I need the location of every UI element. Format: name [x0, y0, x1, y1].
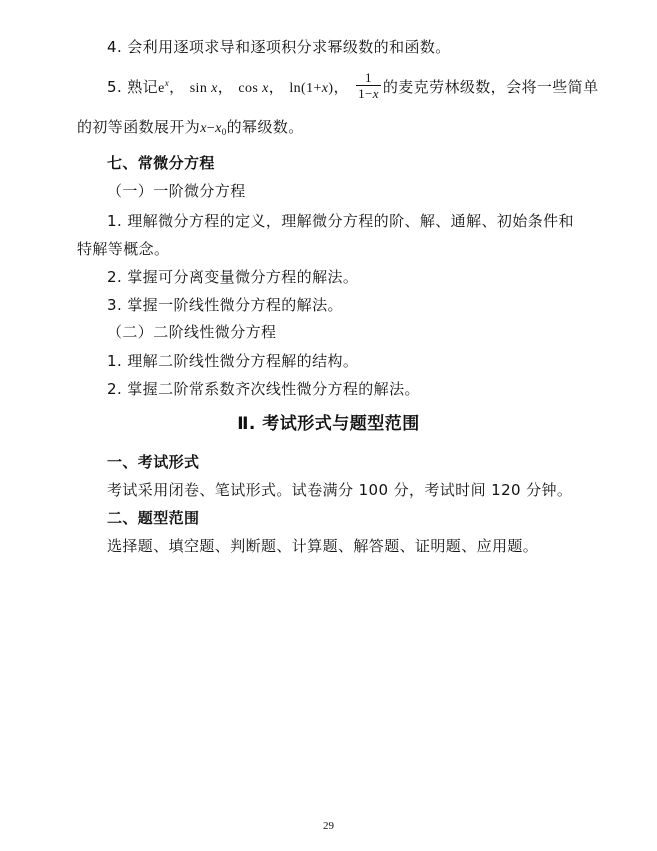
- fraction-denominator: [356, 86, 381, 101]
- exam-form-heading: 一、考试形式: [107, 453, 200, 471]
- ln-term: [289, 81, 333, 96]
- x-minus-x0: [200, 121, 226, 136]
- fraction-term: [356, 70, 381, 101]
- ln-var: x: [321, 81, 329, 96]
- cos-term: [238, 81, 268, 96]
- sin-var: x: [211, 81, 218, 96]
- sin-func: sin: [189, 81, 208, 96]
- var-x: x: [200, 121, 207, 136]
- sub2-item-2: 2. 掌握二阶常系数齐次线性微分方程的解法。: [107, 380, 420, 398]
- item-4: 4. 会利用逐项求导和逐项积分求幂级数的和函数。: [107, 38, 451, 56]
- cos-func: cos: [238, 81, 259, 96]
- sub1-item-3: 3. 掌握一阶线性微分方程的解法。: [107, 296, 343, 314]
- subsection-1-heading: （一）一阶微分方程: [107, 182, 246, 200]
- var-x0: x: [215, 121, 222, 136]
- item-5: [107, 72, 598, 103]
- separator: ，: [268, 78, 285, 96]
- fraction-numerator: 1: [356, 70, 381, 86]
- separator: ，: [333, 78, 349, 96]
- ln-close: ): [328, 81, 334, 96]
- sin-term: [190, 81, 218, 96]
- exp-base: e: [158, 81, 165, 96]
- item-5-cont-suffix: 的幂级数。: [226, 118, 304, 136]
- item-5-cont-prefix: 的初等函数展开为: [77, 118, 201, 136]
- exp-term: [158, 78, 170, 96]
- separator: ，: [169, 78, 185, 96]
- fraction-denominator-text: 1−: [358, 86, 373, 101]
- exam-form-text: 考试采用闭卷、笔试形式。试卷满分 100 分，考试时间 120 分钟。: [107, 481, 573, 499]
- fraction-denominator-var: x: [372, 86, 379, 101]
- part-2-heading: Ⅱ. 考试形式与题型范围: [237, 414, 420, 434]
- subscript-zero: 0: [221, 127, 227, 137]
- page-number: 29: [323, 820, 334, 832]
- cos-var: x: [262, 81, 269, 96]
- subsection-2-heading: （二）二阶线性微分方程: [107, 323, 277, 341]
- question-types-text: 选择题、填空题、判断题、计算题、解答题、证明题、应用题。: [107, 537, 539, 555]
- sub2-item-1: 1. 理解二阶线性微分方程解的结构。: [107, 352, 359, 370]
- item-5-prefix: 5. 熟记: [107, 78, 159, 96]
- section-7-heading: 七、常微分方程: [107, 154, 215, 172]
- item-5-suffix: 的麦克劳林级数，会将一些简单: [382, 78, 599, 96]
- item-5-continuation: [77, 117, 304, 142]
- minus-sign: −: [206, 121, 216, 136]
- sub1-item-1: 1. 理解微分方程的定义，理解微分方程的阶、解、通解、初始条件和: [107, 212, 574, 230]
- separator: ，: [217, 78, 234, 96]
- sub1-item-1-continuation: 特解等概念。: [77, 240, 170, 258]
- question-types-heading: 二、题型范围: [107, 509, 200, 527]
- sub1-item-2: 2. 掌握可分离变量微分方程的解法。: [107, 268, 359, 286]
- ln-func: ln(1+: [289, 81, 322, 96]
- exp-exponent: x: [164, 78, 170, 88]
